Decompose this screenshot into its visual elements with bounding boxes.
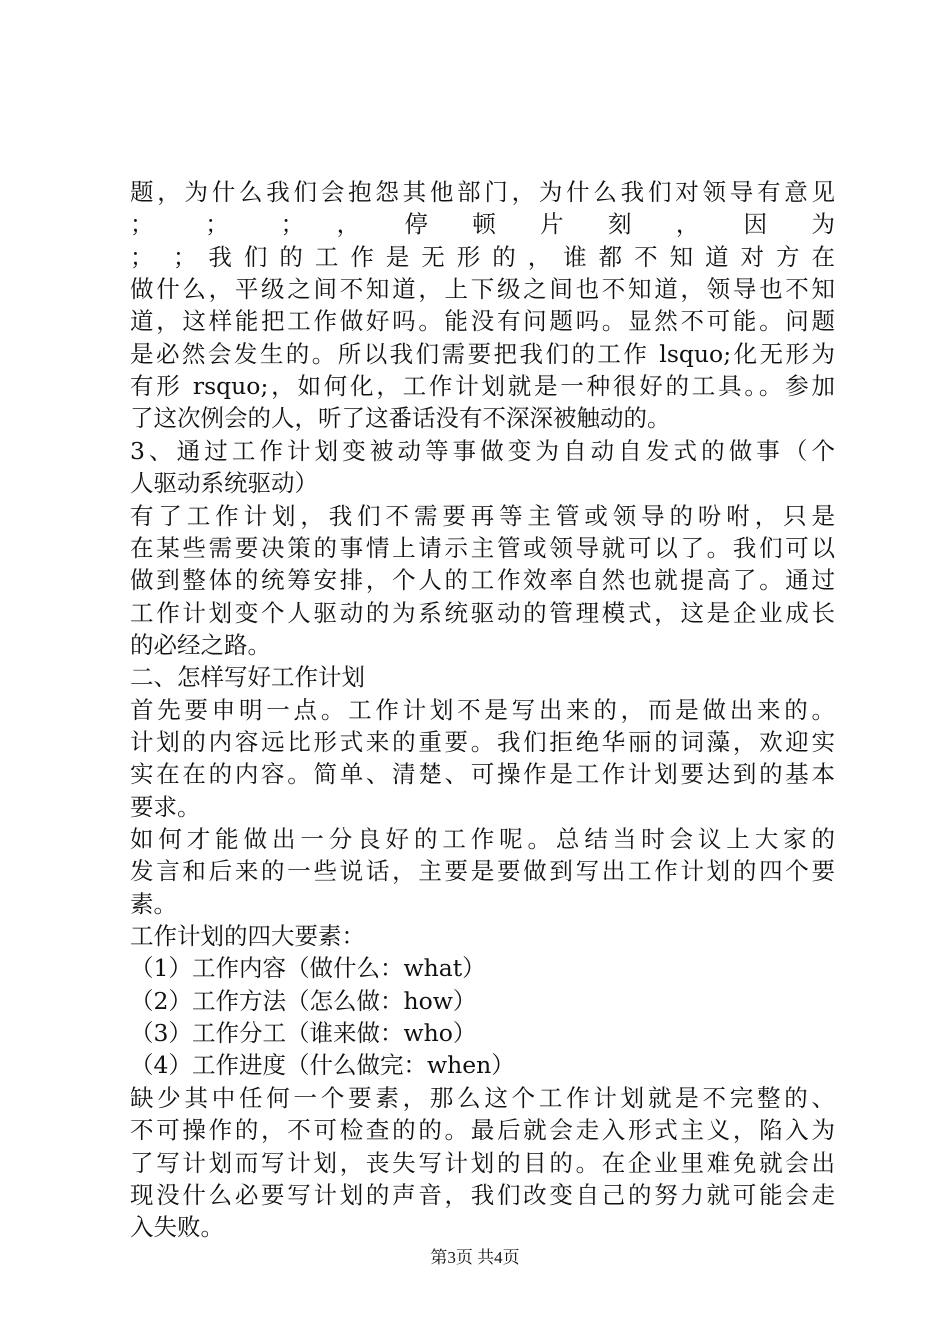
- text-line: 首先要申明一点。工作计划不是写出来的，而是做出来的。: [130, 695, 835, 724]
- text-line: 工作计划变个人驱动的为系统驱动的管理模式，这是企业成长: [130, 598, 835, 627]
- text-line: 缺少其中任何一个要素，那么这个工作计划就是不完整的、: [130, 1083, 835, 1112]
- text-line: 实在在的内容。简单、清楚、可操作是工作计划要达到的基本: [130, 760, 835, 789]
- text-line: 不可操作的，不可检查的的。最后就会走入形式主义，陷入为: [130, 1116, 835, 1145]
- text-line: 入失败。: [130, 1213, 224, 1242]
- text-line: 如何才能做出一分良好的工作呢。总结当时会议上大家的: [130, 825, 835, 853]
- text-line: 发言和后来的一些说话，主要是要做到写出工作计划的四个要: [130, 857, 835, 886]
- text-line: 要求。: [130, 792, 201, 821]
- text-line: 做什么，平级之间不知道，上下级之间也不知道，领导也不知: [130, 275, 835, 304]
- text-line: 有了工作计划，我们不需要再等主管或领导的吩咐，只是: [130, 501, 835, 530]
- text-line: 计划的内容远比形式来的重要。我们拒绝华丽的词藻，欢迎实: [130, 727, 835, 756]
- text-line: 了写计划而写计划，丧失写计划的目的。在企业里难免就会出: [130, 1148, 835, 1177]
- text-line: （2）工作方法（怎么做：how）: [130, 986, 477, 1015]
- text-line: 现没什么必要写计划的声音，我们改变自己的努力就可能会走: [130, 1180, 835, 1209]
- text-line: 工作计划的四大要素：: [130, 922, 365, 951]
- text-line: 有形 rsquo;，如何化，工作计划就是一种很好的工具。。参加: [130, 372, 835, 401]
- text-line: 道，这样能把工作做好吗。能没有问题吗。显然不可能。问题: [130, 307, 835, 336]
- text-line: （1）工作内容（做什么：what）: [130, 954, 486, 983]
- page-footer: 第3页 共4页: [430, 1248, 520, 1267]
- text-line: ； ；我们的工作是无形的，谁都不知道对方在: [130, 242, 835, 271]
- text-line: 是必然会发生的。所以我们需要把我们的工作 lsquo;化无形为: [130, 339, 835, 368]
- text-line: 了这次例会的人，听了这番话没有不深深被触动的。: [130, 404, 671, 433]
- text-line: ； ； ；，停顿片刻，因为: [130, 210, 835, 239]
- text-line: （3）工作分工（谁来做：who）: [130, 1019, 477, 1048]
- text-line: （4）工作进度（什么做完：when）: [130, 1051, 515, 1080]
- text-line: 素。: [130, 889, 177, 918]
- text-line: 在某些需要决策的事情上请示主管或领导就可以了。我们可以: [130, 533, 835, 562]
- text-line: 人驱动系统驱动）: [130, 469, 318, 498]
- text-line: 做到整体的统筹安排，个人的工作效率自然也就提高了。通过: [130, 566, 835, 595]
- text-line: 题，为什么我们会抱怨其他部门，为什么我们对领导有意见: [130, 178, 835, 206]
- text-line: 3、通过工作计划变被动等事做变为自动自发式的做事（个: [130, 436, 835, 465]
- text-line: 二、怎样写好工作计划: [130, 663, 365, 692]
- text-line: 的必经之路。: [130, 630, 271, 659]
